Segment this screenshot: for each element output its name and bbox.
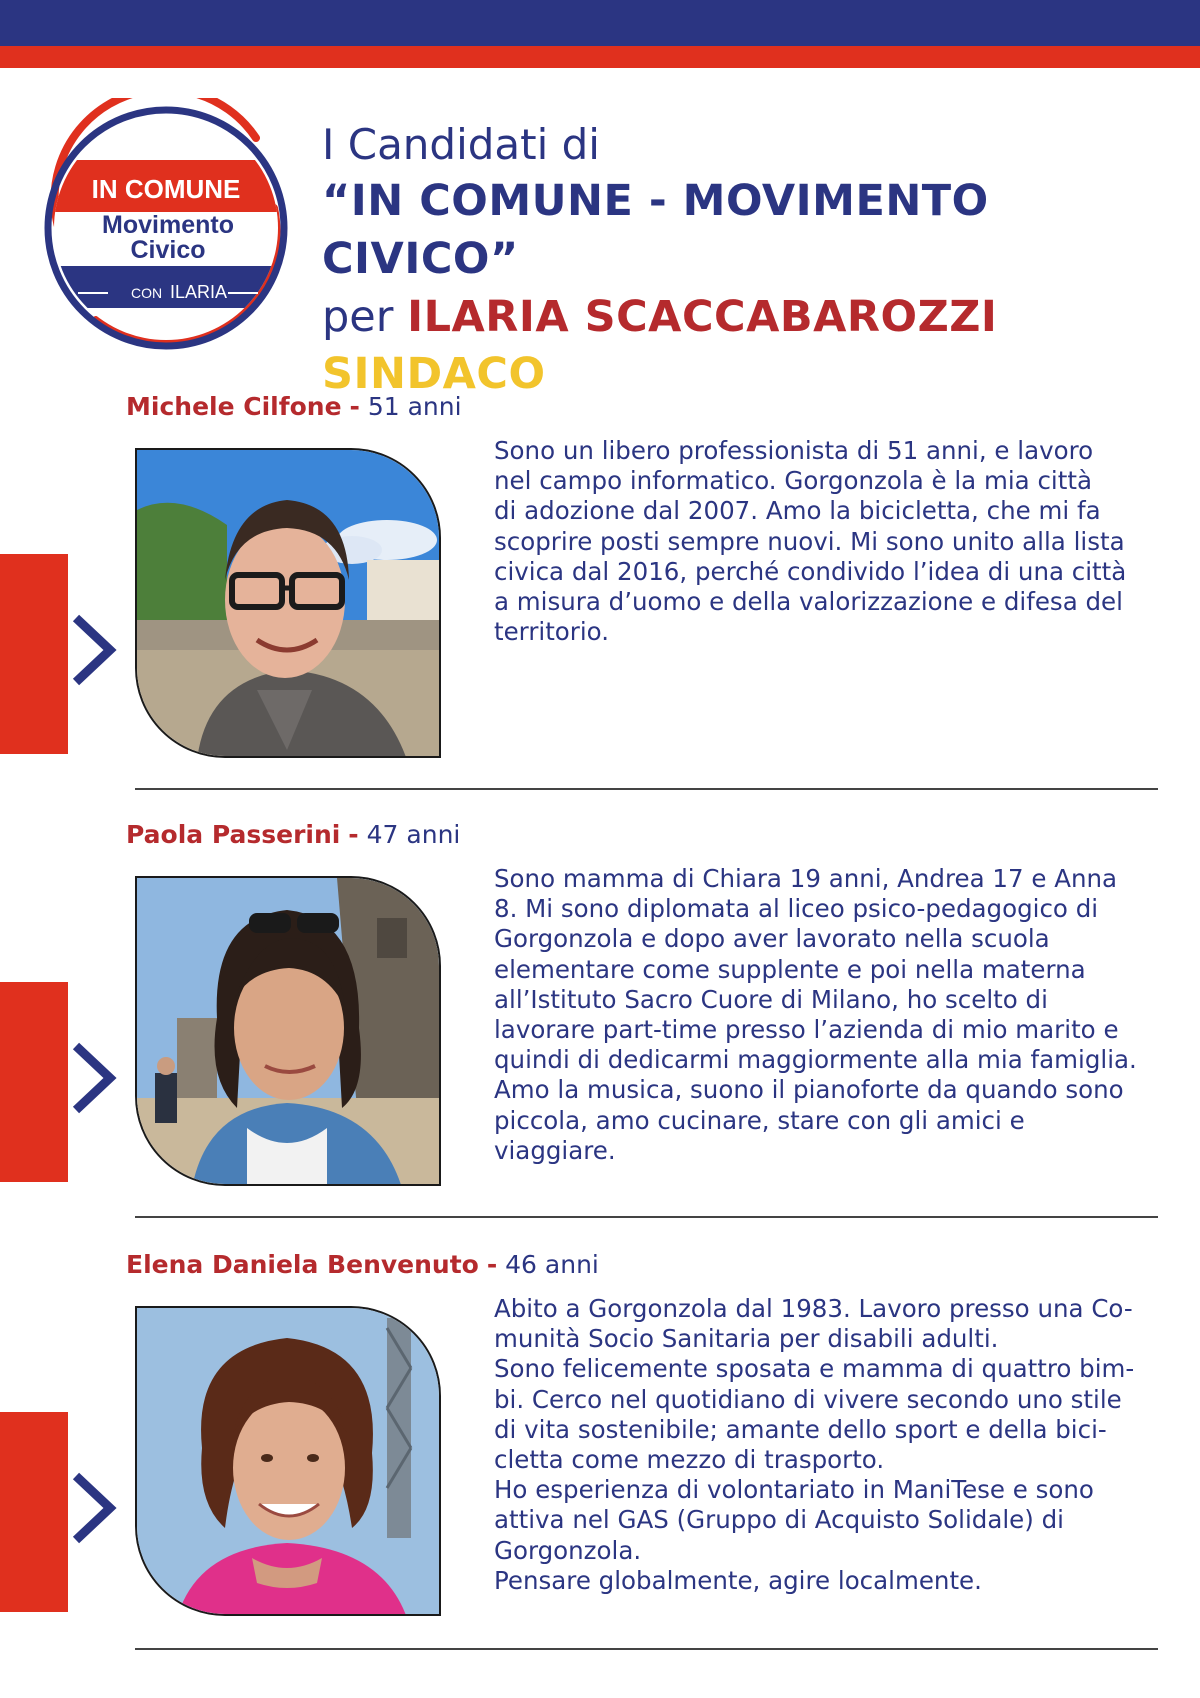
- section-divider: [135, 788, 1158, 790]
- candidate-bio: Abito a Gorgonzola dal 1983. Lavoro presso una Co- munità Socio Sanitaria per disabili adulti. Sono felicemente sposata e mamma di quattro bim- bi. Cerco nel quotidiano di vivere secondo uno stile di vita sostenibile; amante dello sport e della bici- cletta come mezzo di trasporto. Ho esperienza di volontariato in ManiTese e sono attiva nel GAS (Gruppo di Acquisto Solidale) di Gorgonzola. Pensare globalmente, agire localmente.: [494, 1294, 1135, 1595]
- candidate-photo: [135, 448, 441, 758]
- title-line1: I Candidati di: [322, 120, 600, 169]
- candidate-bio: Sono un libero professionista di 51 anni, e lavoro nel campo informatico. Gorgonzola è la mia città di adozione dal 2007. Amo la bicicletta, che mi fa scoprire posti sempre nuovi. Mi sono unito alla lista civica dal 2016, perché condivido l’idea di una città a misura d’uomo e della valorizzazione e difesa del territorio.: [494, 436, 1127, 647]
- section-divider: [135, 1216, 1158, 1218]
- page-title: [322, 118, 1182, 402]
- chevron-right-icon: [70, 610, 120, 690]
- logo-bottom-name: ILARIA: [170, 282, 228, 302]
- candidate-heading: [126, 1250, 599, 1279]
- candidate-age: 47 anni: [366, 820, 461, 849]
- candidate-photo: [135, 1306, 441, 1616]
- candidate-age: 51 anni: [367, 392, 462, 421]
- candidate-photo: [135, 876, 441, 1186]
- candidate-age: 46 anni: [505, 1250, 599, 1279]
- red-side-tab: [0, 982, 68, 1182]
- section-divider: [135, 1648, 1158, 1650]
- title-role: SINDACO: [322, 349, 546, 399]
- logo-middle-line1: Movimento: [102, 211, 234, 239]
- red-side-tab: [0, 1412, 68, 1612]
- logo-middle-line2: Civico: [130, 236, 206, 264]
- top-blue-band: [0, 0, 1200, 46]
- red-side-tab: [0, 554, 68, 754]
- logo-bottom-prefix: CON: [131, 285, 163, 301]
- candidate-name: Elena Daniela Benvenuto: [126, 1250, 479, 1279]
- candidate-name: Paola Passerini: [126, 820, 341, 849]
- chevron-right-icon: [70, 1468, 120, 1548]
- chevron-right-icon: [70, 1038, 120, 1118]
- candidate-heading: [126, 820, 460, 849]
- portrait-woman-curly-hair-icon: [137, 1308, 441, 1616]
- title-line3: [322, 288, 1182, 346]
- candidate-name: Michele Cilfone: [126, 392, 342, 421]
- title-per: per: [322, 292, 394, 342]
- portrait-woman-sunglasses-icon: [137, 878, 441, 1186]
- candidate-separator: -: [349, 392, 360, 421]
- candidate-heading: [126, 392, 462, 421]
- title-mayor-name: ILARIA SCACCABAROZZI: [407, 292, 998, 342]
- logo-top-text: IN COMUNE: [91, 174, 241, 204]
- party-logo: [36, 98, 296, 358]
- candidate-bio: Sono mamma di Chiara 19 anni, Andrea 17 e Anna 8. Mi sono diplomata al liceo psico-pedagogico di Gorgonzola e dopo aver lavorato nella scuola elementare come supplente e poi nella materna all’Istituto Sacro Cuore di Milano, ho scelto di lavorare part-time presso l’azienda di mio marito e quindi di dedicarmi maggiormente alla mia famiglia. Amo la musica, suono il pianoforte da quando sono piccola, amo cucinare, stare con gli amici e viaggiare.: [494, 864, 1137, 1165]
- candidate-separator: -: [486, 1250, 498, 1279]
- candidate-separator: -: [348, 820, 359, 849]
- top-red-band: [0, 46, 1200, 68]
- portrait-man-glasses-icon: [137, 450, 441, 758]
- title-line2: “IN COMUNE - MOVIMENTO CIVICO”: [322, 176, 989, 284]
